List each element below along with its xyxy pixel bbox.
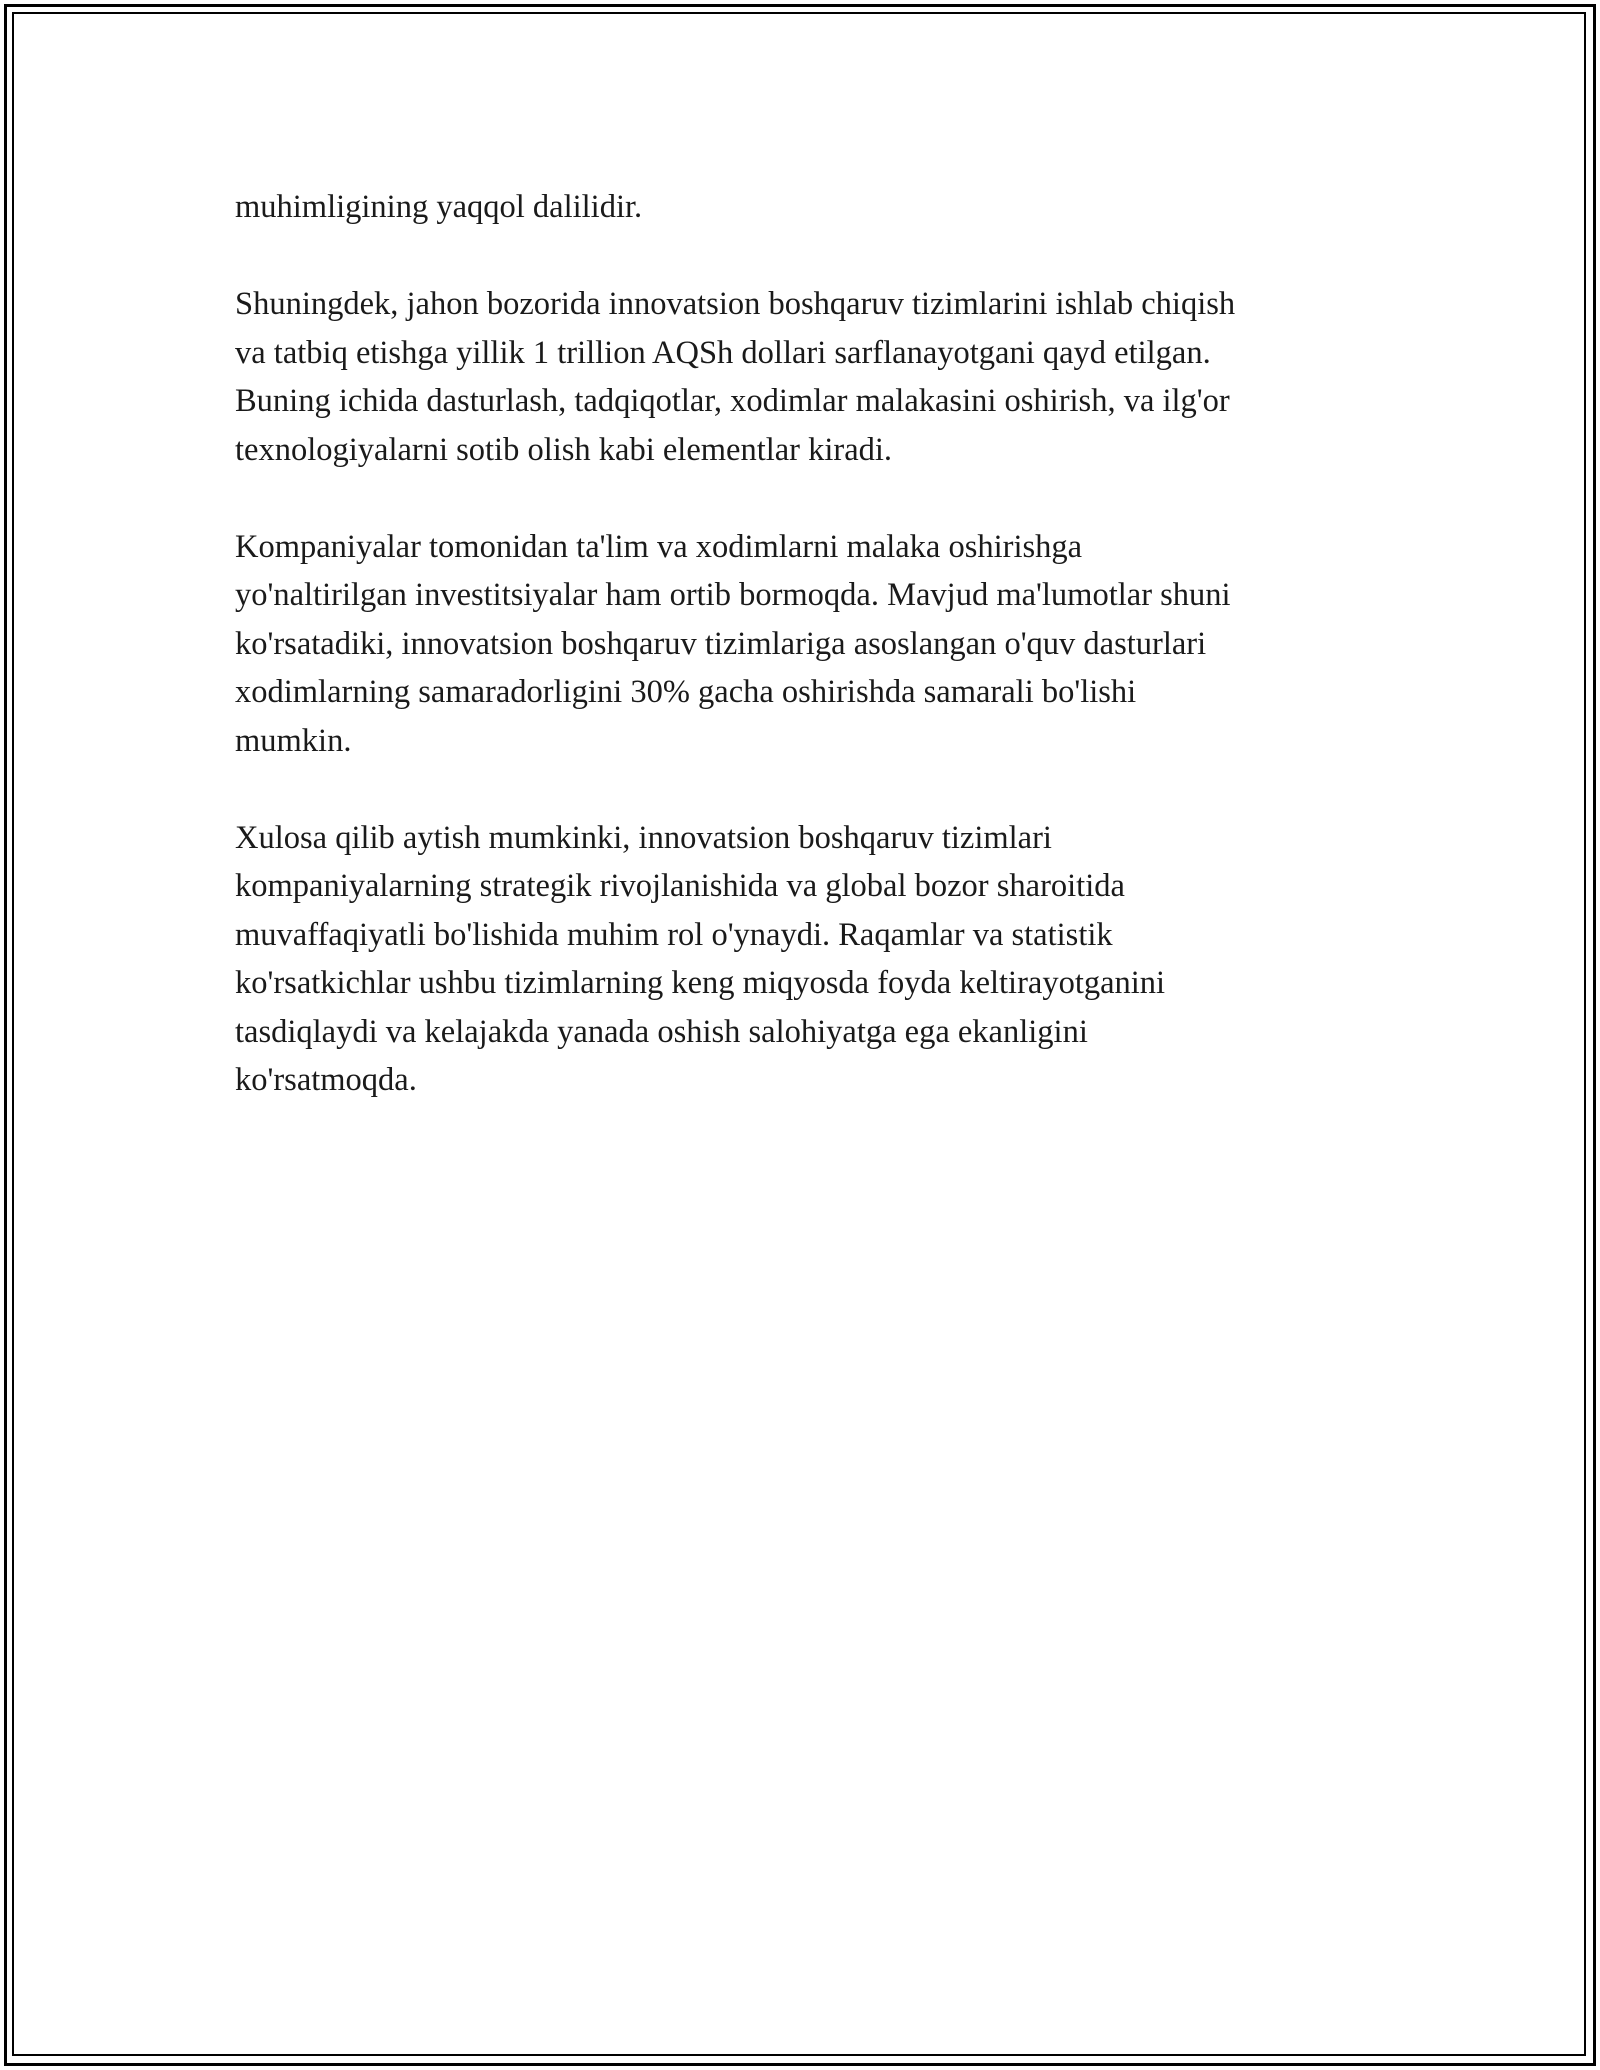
- paragraph-2: Shuningdek, jahon bozorida innovatsion boshqaruv tizimlarini ishlab chiqish va tatbiq etishga yillik 1 trillion AQSh dollari sarflanayotgani qayd etilgan. Buning ichida dasturlash, tadqiqotlar, xodimlar malakasini oshirish, va ilg'or texnologiyalarni sotib olish kabi elementlar kiradi.: [235, 286, 1236, 468]
- paragraph-3: Kompaniyalar tomonidan ta'lim va xodimlarni malaka oshirishga yo'naltirilgan investitsiyalar ham ortib bormoqda. Mavjud ma'lumotlar shuni ko'rsatadiki, innovatsion boshqaruv tizimlariga asoslangan o'quv dasturlari xodimlarning samaradorligini 30% gacha oshirishda samarali bo'lishi mumkin.: [235, 528, 1231, 759]
- paragraph-1: muhimligining yaqqol dalilidir.: [235, 189, 643, 225]
- paragraph-4: Xulosa qilib aytish mumkinki, innovatsion boshqaruv tizimlari kompaniyalarning strategik rivojlanishida va global bozor sharoitida muvaffaqiyatli bo'lishida muhim rol o'ynaydi. Raqamlar va statistik ko'rsatkichlar ushbu tizimlarning keng miqyosda foyda keltirayotganini tasdiqlaydi va kelajakda yanada oshish salohiyatga ega ekanligini ko'rsatmoqda.: [235, 819, 1166, 1098]
- document-body: [235, 183, 1385, 1153]
